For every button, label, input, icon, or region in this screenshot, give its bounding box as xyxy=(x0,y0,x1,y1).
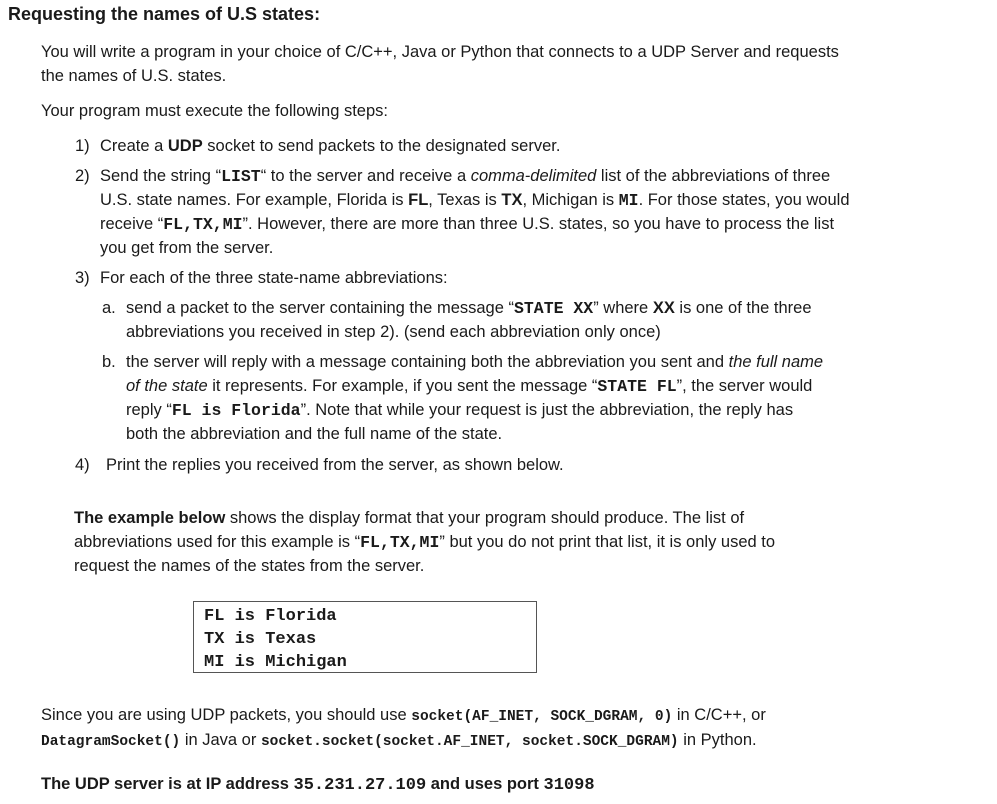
example-line-3: request the names of the states from the server. xyxy=(74,557,425,575)
output-line: FL is Florida xyxy=(204,607,337,626)
step-1-number: 1) xyxy=(75,137,90,155)
step-2-line-4: you get from the server. xyxy=(100,239,274,257)
output-line: TX is Texas xyxy=(204,630,317,649)
udp-note-line-2: DatagramSocket() in Java or socket.socket(socket.AF_INET, socket.SOCK_DGRAM) in Python. xyxy=(41,731,757,750)
server-info: The UDP server is at IP address 35.231.27.109 and uses port 31098 xyxy=(41,775,595,795)
step-4-text: Print the replies you received from the server, as shown below. xyxy=(106,456,564,474)
step-3-number: 3) xyxy=(75,269,90,287)
example-output-box xyxy=(193,601,537,673)
step-1-text: Create a UDP socket to send packets to the designated server. xyxy=(100,137,561,155)
intro-line-2: the names of U.S. states. xyxy=(41,67,227,85)
output-line: MI is Michigan xyxy=(204,653,347,672)
steps-intro: Your program must execute the following steps: xyxy=(41,102,388,120)
step-3b-line-4: both the abbreviation and the full name of the state. xyxy=(126,425,503,443)
intro-line-1: You will write a program in your choice of C/C++, Java or Python that connects to a UDP Server and requests xyxy=(41,43,839,61)
page-title: Requesting the names of U.S states: xyxy=(8,4,321,24)
udp-note-line-1: Since you are using UDP packets, you should use socket(AF_INET, SOCK_DGRAM, 0) in C/C++, or xyxy=(41,706,766,725)
example-line-1: The example below shows the display format that your program should produce. The list of xyxy=(74,509,745,527)
step-3a-line-1: send a packet to the server containing the message “STATE XX” where XX is one of the three xyxy=(126,299,812,318)
step-3-text: For each of the three state-name abbreviations: xyxy=(100,269,448,287)
step-3b-line-2: of the state it represents. For example, if you sent the message “STATE FL”, the server would xyxy=(126,377,813,396)
step-2-line-1: Send the string “LIST“ to the server and receive a comma-delimited list of the abbreviations of three xyxy=(100,167,831,186)
step-3b-label: b. xyxy=(102,353,116,371)
step-2-number: 2) xyxy=(75,167,90,185)
step-4-number: 4) xyxy=(75,456,90,474)
step-3a-label: a. xyxy=(102,299,116,317)
step-3a-line-2: abbreviations you received in step 2). (send each abbreviation only once) xyxy=(126,323,661,341)
step-2-line-2: U.S. state names. For example, Florida is FL, Texas is TX, Michigan is MI. For those states, you would xyxy=(100,191,850,210)
step-3b-line-1: the server will reply with a message containing both the abbreviation you sent and the full name xyxy=(126,353,824,371)
step-3b-line-3: reply “FL is Florida”. Note that while your request is just the abbreviation, the reply has xyxy=(126,401,794,420)
step-2-line-3: receive “FL,TX,MI”. However, there are more than three U.S. states, so you have to process the list xyxy=(100,215,835,234)
example-line-2: abbreviations used for this example is “FL,TX,MI” but you do not print that list, it is only used to xyxy=(74,533,776,552)
